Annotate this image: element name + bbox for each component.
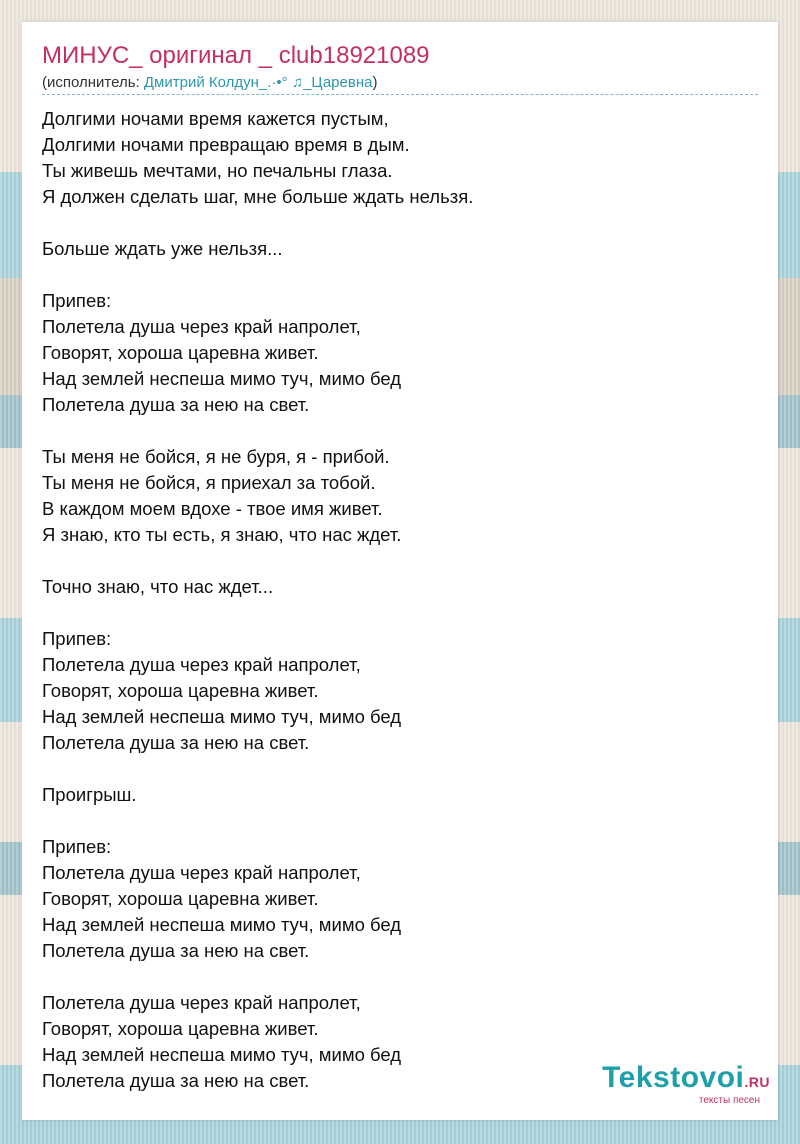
lyric-line	[42, 262, 758, 288]
lyric-line: Ты живешь мечтами, но печальны глаза.	[42, 160, 393, 181]
lyric-line: Ты меня не бойся, я не буря, я - прибой.	[42, 446, 390, 467]
lyrics-card	[22, 22, 778, 1120]
lyric-line: Точно знаю, что нас ждет...	[42, 576, 274, 597]
lyric-line: Полетела душа через край напролет,	[42, 992, 361, 1013]
lyric-line: Над землей неспеша мимо туч, мимо бед	[42, 1044, 402, 1065]
logo-name: Tekstovoi	[602, 1061, 745, 1094]
lyric-line: Я знаю, кто ты есть, я знаю, что нас ждет.	[42, 524, 402, 545]
lyric-line	[42, 600, 758, 626]
lyric-line: Полетела душа через край напролет,	[42, 862, 361, 883]
lyric-line: Припев:	[42, 290, 112, 311]
lyric-line	[42, 210, 758, 236]
divider	[42, 94, 758, 95]
lyric-line	[42, 418, 758, 444]
lyric-line: В каждом моем вдохе - твое имя живет.	[42, 498, 383, 519]
lyric-line: Больше ждать уже нельзя...	[42, 238, 283, 259]
artist-prefix: (исполнитель:	[42, 74, 144, 91]
logo-domain: .RU	[744, 1074, 770, 1090]
logo-tagline: тексты песен	[698, 1095, 760, 1106]
lyric-line: Припев:	[42, 836, 112, 857]
lyric-line: Долгими ночами время кажется пустым,	[42, 108, 389, 129]
lyric-line: Полетела душа за нею на свет.	[42, 394, 310, 415]
lyric-line: Полетела душа за нею на свет.	[42, 732, 310, 753]
lyric-line: Над землей неспеша мимо туч, мимо бед	[42, 914, 402, 935]
artist-link[interactable]: Дмитрий Колдун_.·•° ♫_Царевна	[143, 74, 373, 91]
lyric-line: Проигрыш.	[42, 784, 137, 805]
lyric-line: Ты меня не бойся, я приехал за тобой.	[42, 472, 376, 493]
lyric-line	[42, 808, 758, 834]
lyric-line: Над землей неспеша мимо туч, мимо бед	[42, 368, 402, 389]
lyric-line: Долгими ночами превращаю время в дым.	[42, 134, 410, 155]
lyric-line: Полетела душа за нею на свет.	[42, 940, 310, 961]
lyric-line: Говорят, хороша царевна живет.	[42, 680, 319, 701]
song-title: МИНУС_ оригинал _ club18921089	[42, 42, 430, 69]
artist-suffix: )	[372, 74, 378, 91]
lyric-line: Полетела душа за нею на свет.	[42, 1070, 310, 1091]
lyric-line	[42, 756, 758, 782]
lyric-line: Над землей неспеша мимо туч, мимо бед	[42, 706, 402, 727]
lyric-line: Припев:	[42, 628, 112, 649]
lyrics-body	[42, 106, 758, 1094]
site-logo[interactable]	[602, 1062, 770, 1106]
lyric-line	[42, 548, 758, 574]
lyric-line: Полетела душа через край напролет,	[42, 654, 361, 675]
lyric-line: Говорят, хороша царевна живет.	[42, 888, 319, 909]
lyric-line: Я должен сделать шаг, мне больше ждать нельзя.	[42, 186, 474, 207]
lyric-line: Говорят, хороша царевна живет.	[42, 342, 319, 363]
lyric-line: Говорят, хороша царевна живет.	[42, 1018, 319, 1039]
lyric-line	[42, 964, 758, 990]
artist-line	[42, 74, 377, 91]
lyric-line: Полетела душа через край напролет,	[42, 316, 361, 337]
